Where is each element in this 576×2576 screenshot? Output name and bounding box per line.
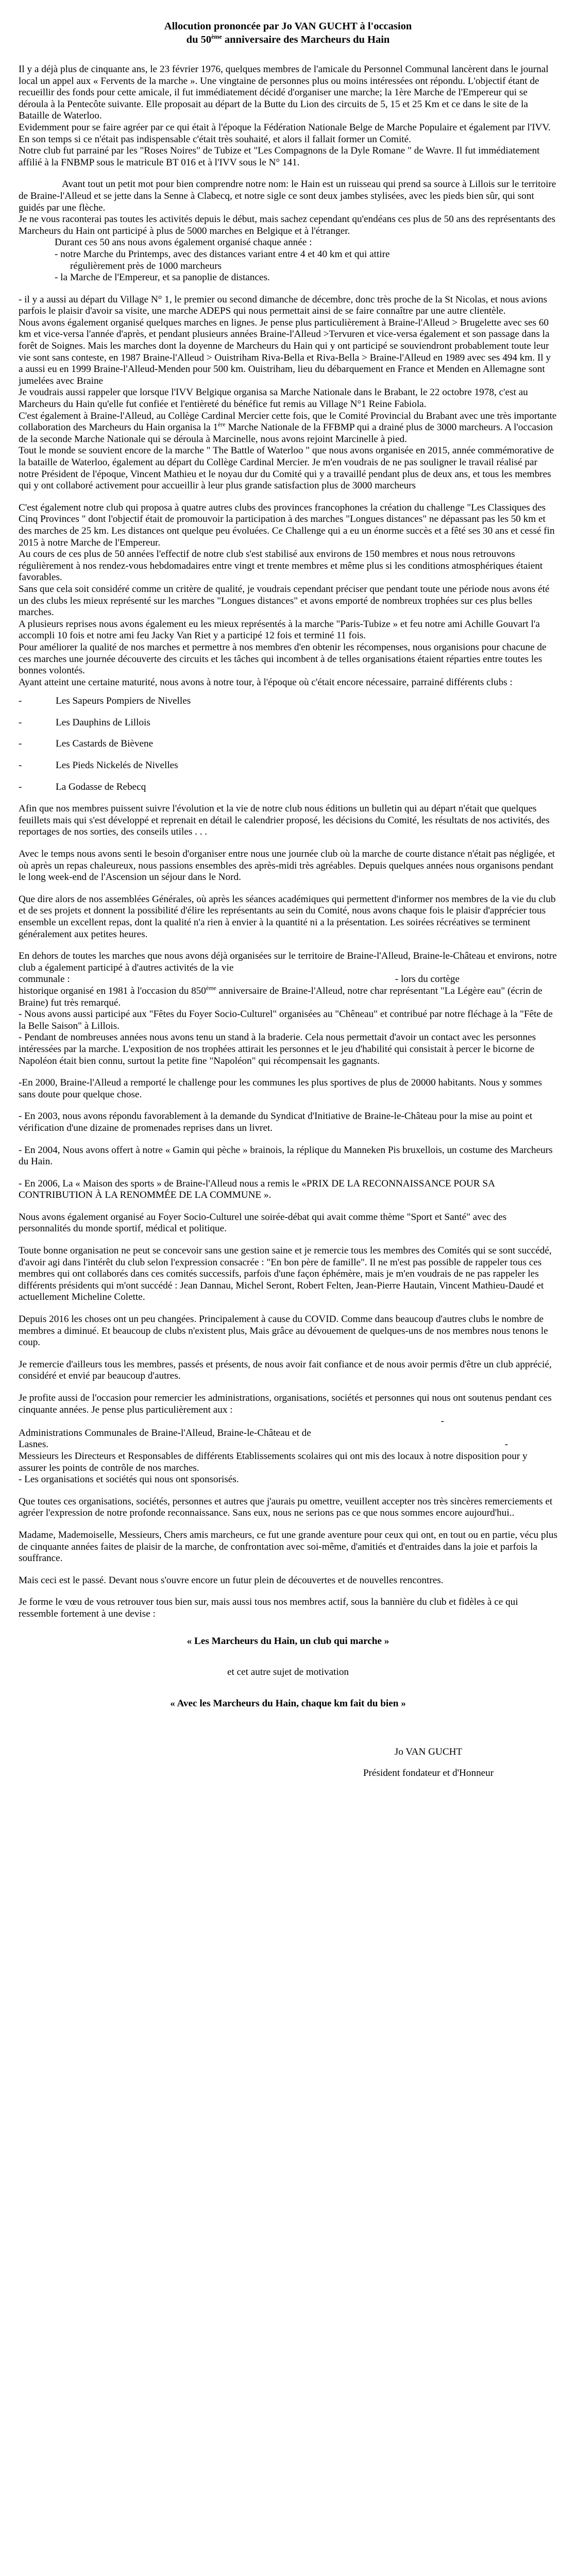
paragraph-thanks-admin-dash: - <box>441 1416 444 1427</box>
paragraph-federation: Evidemment pour se faire agréer par ce qui était à l'époque la Fédération Nationale Belge de Marche Populaire et également par l'IVV. En son temps si ce n'était pas indispensable c'était très souhaité, et alors il fallait former un Comité. <box>19 122 551 145</box>
paragraph-communal-life: En dehors de toutes les marches que nous avons déjà organisées sur le territoire de Braine-l'Alleud, Braine-le-Château et environs, notre club a également participé à d'autres activités de la vie <box>19 951 557 973</box>
paragraph-communal-line: communale : - lors du cortège <box>19 974 460 985</box>
paragraph-thanks-members: Je remercie d'ailleurs tous les membres, passés et présents, de nous avoir fait confiance et de nous avoir permis d'être un club apprécié, considéré et envié par beaucoup d'autres. <box>19 1359 552 1382</box>
paragraph-braderie: - Pendant de nombreuses années nous avons tenu un stand à la braderie. Cela nous permettait d'avoir un contact avec les personnes intéressées par la marche. L'exposition de nos trophées attirait les personnes et le jeu d'habilité qui consistait à percer le bicorne de Napoléon était bien connu, surtout la petite fine "Napoléon" qui récompensait les gagnants. <box>19 1032 536 1066</box>
list-item: - Les Castards de Bièvene <box>19 738 154 750</box>
paragraph-name-meaning: Avant tout un petit mot pour bien comprendre notre nom: le Hain est un ruisseau qui prend sa source à Lillois sur le territoire de Braine-l'Alleud et se jette dans la Senne à Clabecq, et notre sigle ce sont deux jambes stylisées, avec les pieds bien sûr, qui sont guidés par une flèche. <box>19 179 556 213</box>
paragraph-2006: - En 2006, La « Maison des sports » de Braine-l'Alleud nous a remis le «PRIX DE LA RECONNAISSANCE POUR SA CONTRIBUTION À LA RENOMMÉE DE LA COMMUNE ». <box>19 1178 495 1201</box>
paragraph-bulletin: Afin que nos membres puissent suivre l'évolution et la vie de notre club nous éditions un bulletin qui au départ n'était que quelques feuillets mais qui s'est développé et reprenait en détail le calendrier proposé, les décisions du Comité, les résultats de nos activités, des reportages de nos sorties, des conseils utiles . . . <box>19 803 550 838</box>
signature-name: Jo VAN GUCHT <box>394 1747 463 1758</box>
paragraph-national-ffbmp: C'est également à Braine-l'Alleud, au Collège Cardinal Mercier cette fois, que le Comité Provincial du Brabant avec une très importante collaboration des Marcheurs du Hain organisa la 1ère Marche Nationale de la FFBMP qui a drainé plus de 3000 marcheurs. A l'occasion de la seconde Marche Nationale qui se déroula à Marcinelle, nous avons rejoint Marcinelle à pied. <box>19 410 557 445</box>
paragraph-membership: Au cours de ces plus de 50 années l'effectif de notre club s'est stabilisé aux environs de 150 membres et nous nous retrouvons régulièrement à nos rendez-vous hebdomadaires entre vingt et trente membres et même plus si les conditions atmosphériques étaient favorables. <box>19 549 543 583</box>
paragraph-national-ivv: Je voudrais aussi rappeler que lorsque l'IVV Belgique organisa sa Marche Nationale dans le Brabant, le 22 octobre 1978, c'est au Marcheurs du Hain qu'elle fut confiée et l'entièreté du bénéfice fut remis au Village N°1 Reine Fabiola. <box>19 387 528 410</box>
paragraph-gratitude: Que toutes ces organisations, sociétés, personnes et autres que j'aurais pu omettre, veuillent accepter nos très sincères remerciements et agréer l'expression de notre profonde reconnaissance. Sans eux, nous ne serions pas ce que nous sommes encore aujourd'hui.. <box>19 1496 553 1519</box>
paragraph-club-day: Avec le temps nous avons senti le besoin d'organiser entre nous une journée club où la marche de courte distance n'était pas négligée, et où après un repas chaleureux, nous passions ensembles des après-midi très agréables. Depuis quelques années nous organisons pendant le long week-end de l'Ascension un séjour dans le Nord. <box>19 849 555 883</box>
list-item: - Les Dauphins de Lillois <box>19 717 150 728</box>
paragraph-long-distance: Sans que cela soit considéré comme un critère de qualité, je voudrais cependant préciser que pendant toute une période nous avons été un des clubs les mieux représenté sur les marches "Longues distances" et avons emporté de nombreux trophées sur ces plus belles marches. <box>19 583 550 618</box>
paragraph-thanks-admin: Je profite aussi de l'occasion pour remercier les administrations, organisations, sociétés et personnes qui nous ont soutenus pendant ces cinquante années. Je pense plus particulièrement aux : <box>19 1393 552 1415</box>
list-item: - Les Pieds Nickelés de Nivelles <box>19 760 178 771</box>
list-item: - Les Sapeurs Pompiers de Nivelles <box>19 696 191 707</box>
title-line-2: du 50ème anniversaire des Marcheurs du Hain <box>186 33 390 45</box>
paragraph-2004: - En 2004, Nous avons offert à notre « Gamin qui pèche » brainois, la réplique du Manneken Pis bruxellois, un costume des Marcheurs du Hain. <box>19 1144 553 1167</box>
signature-role: Président fondateur et d'Honneur <box>363 1767 494 1778</box>
motto-km: « Avec les Marcheurs du Hain, chaque km fait du bien » <box>170 1698 406 1709</box>
paragraph-future: Mais ceci est le passé. Devant nous s'ouvre encore un futur plein de découvertes et de nouvelles rencontres. <box>19 1574 444 1586</box>
paragraph-cortege: historique organisé en 1981 à l'occasion du 850ème anniversaire de Braine-l'Alleud, notre char représentant "La Légère eau" (écrin de Braine) fut très remarqué. <box>19 984 543 1008</box>
document-title <box>19 20 557 46</box>
paragraph-challenge: C'est également notre club qui proposa à quatre autres clubs des provinces francophones la création du challenge "Les Classiques des Cinq Provinces " dont l'objectif était de promouvoir la participation à des marches "Longues distances" ne dépassant pas les 50 km et des marches de 25 km. Les distances ont quelque peu évoluées. Ce Challenge qui a eu un énorme succès et a fêté ses 30 ans et cessé fin 2015 à notre Marche de l'Empereur. <box>19 502 555 548</box>
paragraph-wish: Je forme le vœu de vous retrouver tous bien sur, mais aussi tous nos membres actif, sous la bannière du club et fidèles à ce qui ressemble fortement à une devise : <box>19 1597 518 1619</box>
paragraph-sponsors: Notre club fut parrainé par les "Roses Noires" de Tubize et "Les Compagnons de la Dyle Romane " de Wavre. Il fut immédiatement affilié à la FNBMP sous le matricule BT 016 et à l'IVV sous le N° 141. <box>19 145 540 168</box>
list-annual-spring-cont: régulièrement près de 1000 marcheurs <box>70 260 222 272</box>
paragraph-fetes: - Nous avons aussi participé aux "Fêtes du Foyer Socio-Culturel" organisées au "Chêneau" et contribué par notre fléchage à la "Fête de la Belle Saison" à Lillois. <box>19 1009 553 1031</box>
list-annual-empereur: - la Marche de l'Empereur, et sa panoplie de distances. <box>55 272 270 283</box>
paragraph-thanks-communes: Administrations Communales de Braine-l'Alleud, Braine-le-Château et de <box>19 1427 311 1438</box>
paragraph-origin: Il y a déjà plus de cinquante ans, le 23 février 1976, quelques membres de l'amicale du Personnel Communal lancèrent dans le journal local un appel aux « Fervents de la marche ». Une vingtaine de personnes plus ou moins intéressées ont répondu. L'objectif étant de recueillir des fonds pour cette amicale, il fut immédiatement décidé d'organiser une marche; la 1ère Marche de l'Empereur qui se déroula à la Pentecôte suivante. Elle proposait au départ de la Butte du Lion des circuits de 5, 15 et 25 Km et ce dans le site de la Bataille de Waterloo. <box>19 64 549 122</box>
paragraph-sponsored-clubs: Ayant atteint une certaine maturité, nous avons à notre tour, à l'époque où c'était encore nécessaire, parrainé différents clubs : <box>19 676 513 688</box>
paragraph-2003: - En 2003, nous avons répondu favorablement à la demande du Syndicat d'Initiative de Braine-le-Château pour la mise au point et vérification d'une dizaine de promenades reprises dans un livret. <box>19 1111 533 1133</box>
paragraph-adventure: Madame, Mademoiselle, Messieurs, Chers amis marcheurs, ce fut une grande aventure pour ceux qui ont, en tout ou en partie, vécu plus de cinquante années faites de plaisir de la marche, de confrontation avec soi-même, d'amitiés et d'entraides dans la joie et parfois la souffrance. <box>19 1529 557 1564</box>
paragraph-thanks-sponsors: - Les organisations et sociétés qui nous ont sponsorisés. <box>19 1474 239 1485</box>
paragraph-committees: Toute bonne organisation ne peut se concevoir sans une gestion saine et je remercie tous les membres des Comités qui se sont succédé, d'avoir agi dans l'intérêt du club selon l'expression consacrée : "En bon père de famille". Il ne m'est pas possible de rappeler tous ces membres qui ont collaborés dans ces comités successifs, parfois d'une façon éphémère, mais je m'en voudrais de ne pas rappeler les différents présidents qui m'ont succédé : Jean Dannau, Michel Seront, Robert Felten, Jean-Pierre Hautain, Vincent Mathieu-Daudé et actuellement Micheline Colette. <box>19 1245 552 1303</box>
motto-link: et cet autre sujet de motivation <box>227 1667 349 1678</box>
sponsored-clubs-list <box>19 696 557 793</box>
paragraph-line-walks: Nous avons également organisé quelques marches en lignes. Je pense plus particulièrement à Braine-l'Alleud > Brugelette avec ses 60 km et vice-versa l'année d'après, et pendant plusieurs années Braine-l'Alleud >Tervuren et vice-versa également et son passage dans la forêt de Soignes. Mais les marches dont la doyenne de Marcheurs du Hain qui y ont participé se souviendront probablement toute leur vie sont sans conteste, en 1987 Braine-l'Alleud > Ouistriham Riva-Bella et Riva-Bella > Braine-l'Alleud en 1989 avec ses 494 km. Il y a aussi eu en 1999 Braine-l'Alleud-Menden pour 500 km. Ouistriham, lieu du débarquement en France et Menden en Allemagne sont jumelées avec Braine <box>19 317 551 386</box>
list-annual-spring: - notre Marche du Printemps, avec des distances variant entre 4 et 40 km et qui attire <box>55 248 390 260</box>
motto-club: « Les Marcheurs du Hain, un club qui marche » <box>187 1635 389 1647</box>
paragraph-general-assembly: Que dire alors de nos assemblées Générales, où après les séances académiques qui permettent d'informer nos membres de la vie du club et de ses projets et donnent la possibilité d'élire les représentants au sein du Comité, nous avons chaque fois le plaisir d'apprécier tous ensemble un excellent repas, dont la qualité n'a rien à envier à la quantité ni a la présentation. Les soirées récréatives se terminent généralement aux petites heures. <box>19 893 556 940</box>
paragraph-adeps: - il y a aussi au départ du Village N° 1, le premier ou second dimanche de décembre, donc très proche de la St Nicolas, et nous avions parfois le plaisir d'avoir sa visite, une marche ADEPS qui nous permettait ainsi de se faire connaître par une autre clientèle. <box>19 294 547 317</box>
title-line-1: Allocution prononcée par Jo VAN GUCHT à l'occasion <box>164 21 412 32</box>
list-item: - La Godasse de Rebecq <box>19 781 146 792</box>
list-annual-intro: Durant ces 50 ans nous avons également organisé chaque année : <box>55 237 312 248</box>
paragraph-debate: Nous avons également organisé au Foyer Socio-Culturel une soirée-débat qui avait comme thème "Sport et Santé" avec des personnalités du monde sportif, médical et politique. <box>19 1211 507 1234</box>
paragraph-paris-tubize: A plusieurs reprises nous avons également eu les mieux représentés à la marche "Paris-Tubize » et feu notre ami Achille Gouvart l'a accompli 10 fois et notre ami feu Jacky Van Riet y a participé 12 fois et terminé 11 fois. <box>19 618 540 641</box>
paragraph-thanks-schools: Messieurs les Directeurs et Responsables de différents Etablissements scolaires qui ont mis des locaux à notre disposition pour y assurer les points de contrôle de nos marches. <box>19 1450 528 1473</box>
paragraph-waterloo: Tout le monde se souvient encore de la marche " The Battle of Waterloo " que nous avons organisée en 2015, année commémorative de la bataille de Waterloo, également au départ du Collège Cardinal Mercier. Je m'en voudrais de ne pas souligner le travail réalisé par notre Président de l'époque, Vincent Mathieu et le noyau dur du Comité qui y a travaillé pendant plus de deux ans, et tous les membres qui y ont collaboré activement pour accueillir à leur plus grande satisfaction plus de 3000 marcheurs <box>19 445 554 492</box>
paragraph-activities: Je ne vous raconterai pas toutes les activités depuis le début, mais sachez cependant qu'endéans ces plus de 50 ans des représentants des Marcheurs du Hain ont participé à plus de 5000 marches en Belgique et à l'étranger. <box>19 214 555 236</box>
paragraph-thanks-communes-cont: Lasnes. - <box>19 1439 508 1450</box>
paragraph-2000: -En 2000, Braine-l'Alleud a remporté le challenge pour les communes les plus sportives de plus de 20000 habitants. Nous y sommes sans doute pour quelque chose. <box>19 1077 542 1100</box>
paragraph-discovery-day: Pour améliorer la qualité de nos marches et permettre à nos membres d'en obtenir les récompenses, nous organisions pour chacune de ces marches une journée découverte des circuits et les tâches qui incombent à de telles organisations étaient réparties entre toutes les bonnes volontés. <box>19 641 547 676</box>
paragraph-2016: Depuis 2016 les choses ont un peu changées. Principalement à cause du COVID. Comme dans beaucoup d'autres clubs le nombre de membres a diminué. Et beaucoup de clubs n'existent plus, Mais grâce au dévouement de quelques-uns de nos membres nous tenons le coup. <box>19 1314 548 1348</box>
